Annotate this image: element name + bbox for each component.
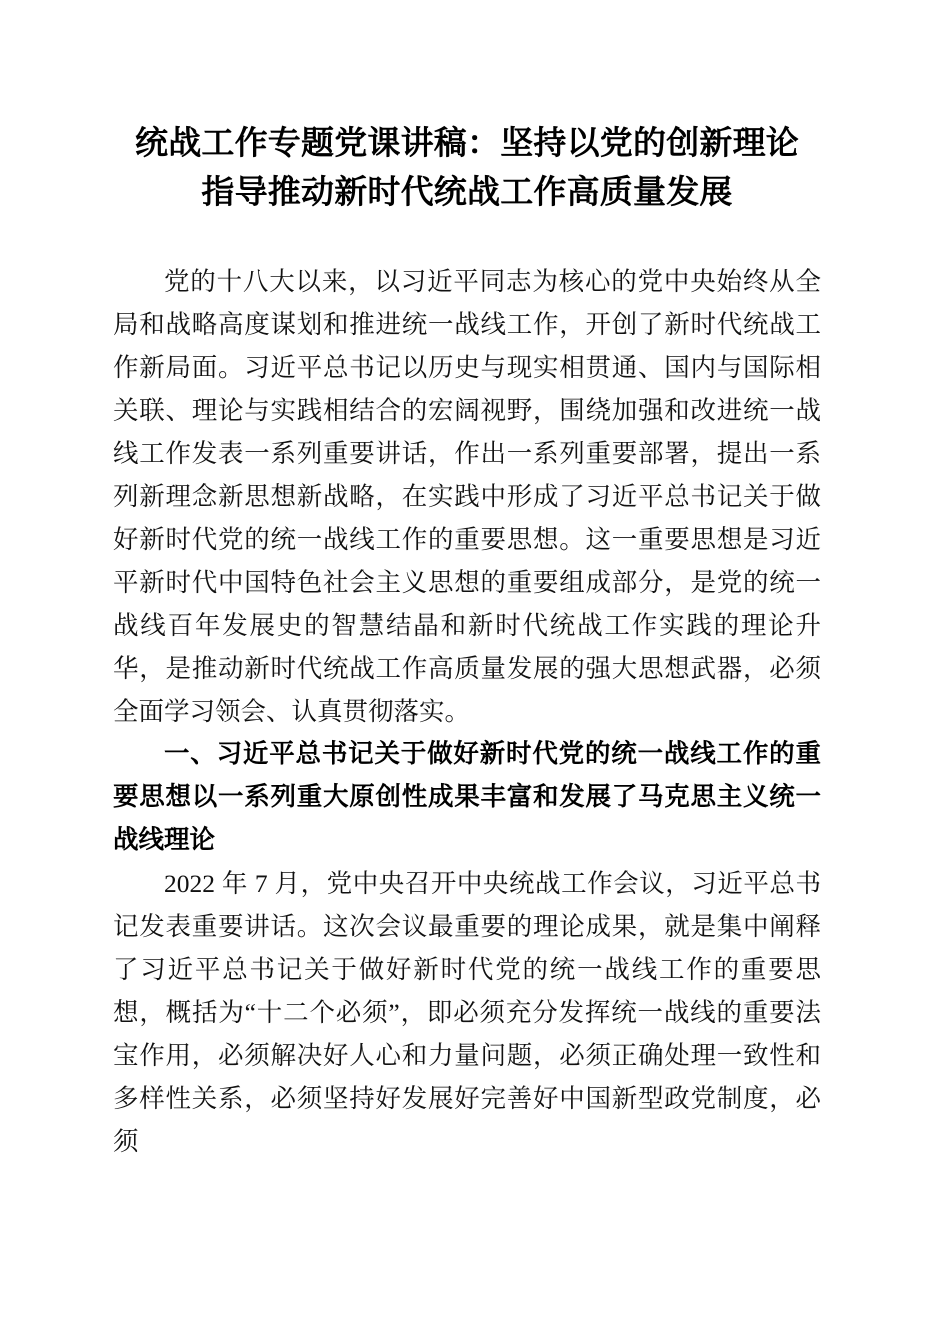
page-title bbox=[113, 0, 821, 216]
section-heading-one: 一、习近平总书记关于做好新时代党的统一战线工作的重要思想以一系列重大原创性成果丰富和发展了马克思主义统一战线理论 bbox=[113, 739, 821, 855]
opening-paragraph: 党的十八大以来，以习近平同志为核心的党中央始终从全局和战略高度谋划和推进统一战线工作，开创了新时代统战工作新局面。习近平总书记以历史与现实相贯通、国内与国际相关联、理论与实践相结合的宏阔视野，围绕加强和改进统一战线工作发表一系列重要讲话，作出一系列重要部署，提出一系列新理念新思想新战略，在实践中形成了习近平总书记关于做好新时代党的统一战线工作的重要思想。这一重要思想是习近平新时代中国特色社会主义思想的重要组成部分，是党的统一战线百年发展史的智慧结晶和新时代统战工作实践的理论升华，是推动新时代统战工作高质量发展的强大思想武器，必须全面学习领会、认真贯彻落实。 bbox=[113, 267, 821, 726]
page-title-line-2: 指导推动新时代统战工作高质量发展 bbox=[201, 172, 733, 211]
page-title-line-1: 统战工作专题党课讲稿：坚持以党的创新理论 bbox=[135, 123, 799, 162]
document-content bbox=[113, 0, 821, 1163]
section-one-paragraph: 2022 年 7 月，党中央召开中央统战工作会议，习近平总书记发表重要讲话。这次会议最重要的理论成果，就是集中阐释了习近平总书记关于做好新时代党的统一战线工作的重要思想，概括为“十二个必须”，即必须充分发挥统一战线的重要法宝作用，必须解决好人心和力量问题，必须正确处理一致性和多样性关系，必须坚持好发展好完善好中国新型政党制度，必须 bbox=[113, 869, 821, 1156]
